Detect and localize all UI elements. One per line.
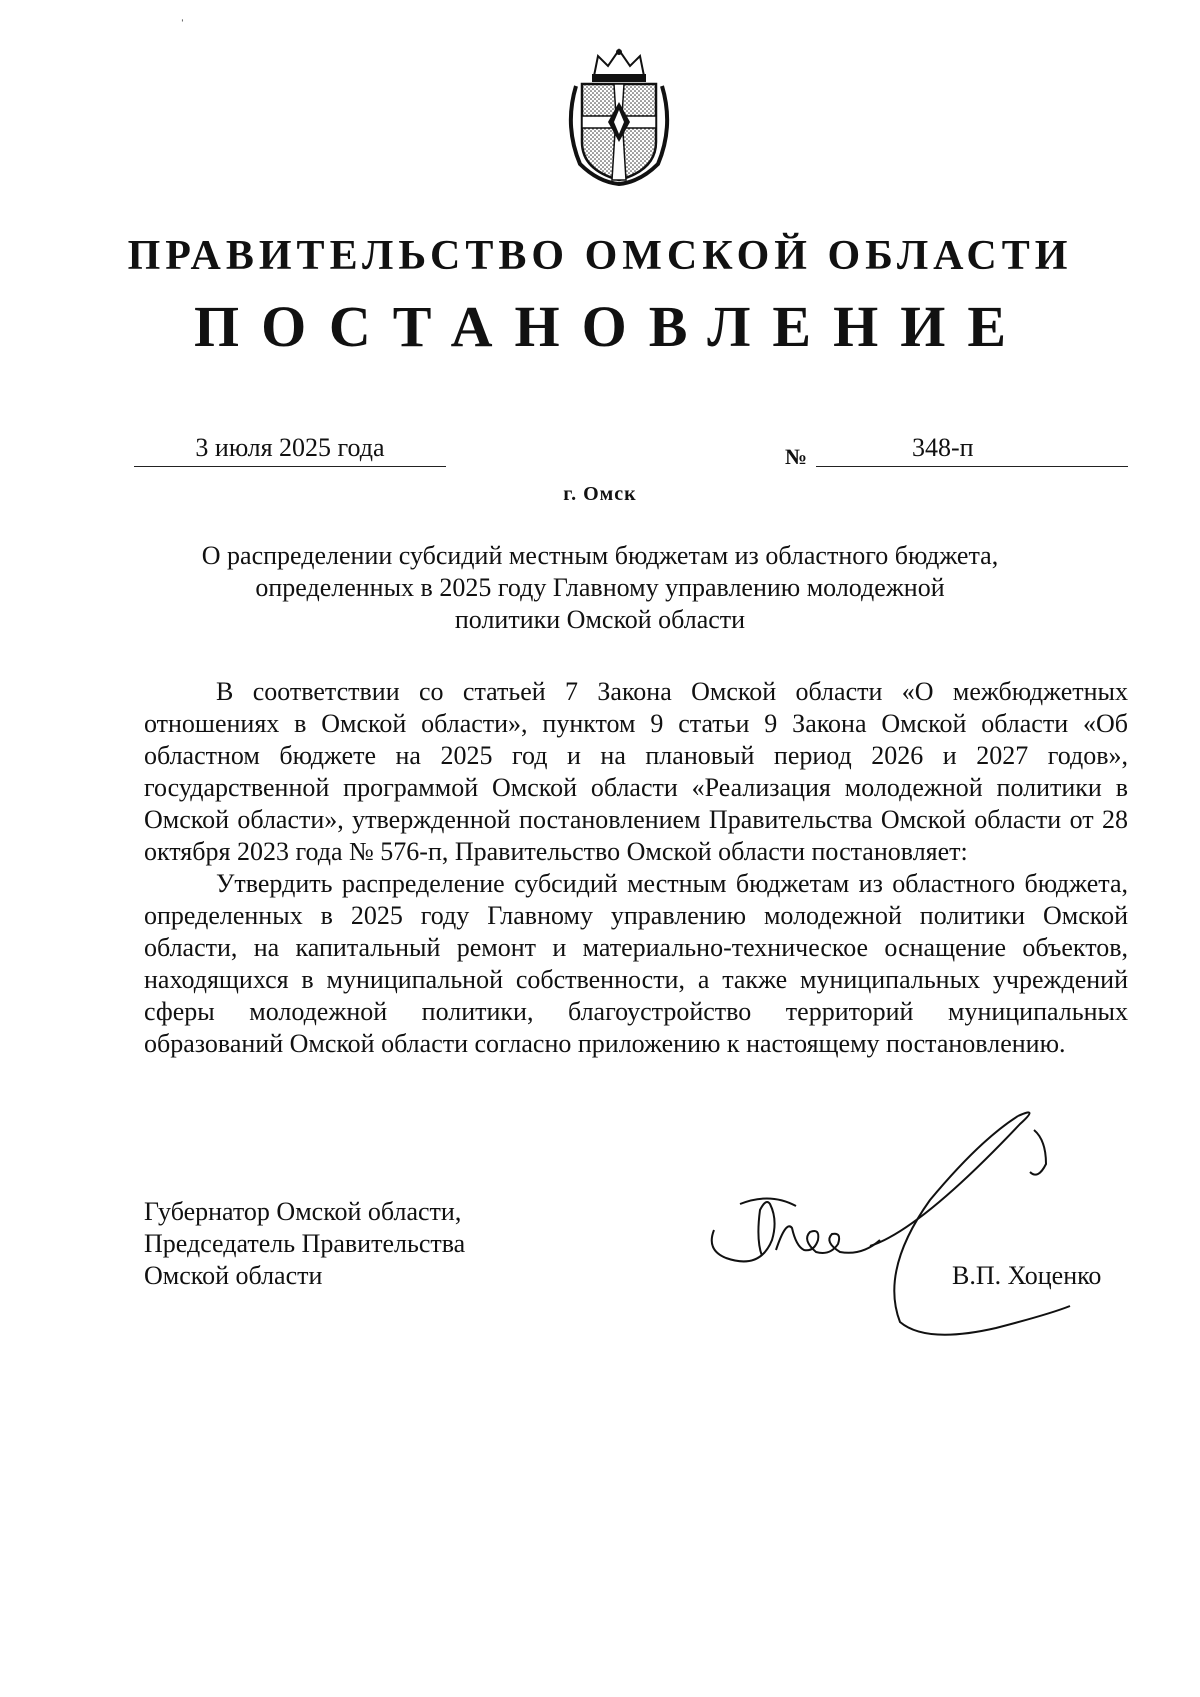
signer-title-line: Омской области — [144, 1261, 323, 1290]
number-sign: № — [785, 444, 808, 469]
subject-line: О распределении субсидий местным бюджетам из областного бюджета, — [201, 541, 999, 570]
signer-title-line: Губернатор Омской области, — [144, 1197, 462, 1226]
document-number-field — [816, 430, 1128, 467]
document-body — [144, 676, 1128, 1060]
signer-title-line: Председатель Правительства — [144, 1229, 466, 1258]
subject-line: определенных в 2025 году Главному управлению молодежной — [255, 573, 945, 602]
document-city: г. Омск — [563, 483, 637, 505]
subject-line: политики Омской области — [454, 605, 746, 634]
scan-mark: ˈ — [180, 18, 185, 33]
document-date: 3 июля 2025 года — [134, 430, 446, 467]
handwritten-signature — [700, 1100, 1120, 1350]
signer-title — [144, 1196, 465, 1292]
body-paragraph: В соответствии со статьей 7 Закона Омской области «О межбюджетных отношениях в Омской области», пунктом 9 статьи 9 Закона Омской области «Об областном бюджете на 2025 год и на плановый период 2026 и 2027 годов», государственной программой Омской области «Реализация молодежной политики в Омской области», утвержденной постановлением Правительства Омской области от 28 октября 2023 года № 576-п, Правительство Омской области постановляет: — [144, 677, 1128, 866]
government-name: ПРАВИТЕЛЬСТВО ОМСКОЙ ОБЛАСТИ — [127, 233, 1073, 279]
document-type: ПОСТАНОВЛЕНИЕ — [193, 294, 1029, 359]
document-number: 348-п — [912, 433, 974, 462]
document-subject — [150, 540, 1050, 636]
body-paragraph: Утвердить распределение субсидий местным бюджетам из областного бюджета, определенных в 2025 году Главному управлению молодежной политики Омской области, на капитальный ремонт и материально-техническое оснащение объектов, находящихся в муниципальной собственности, а также муниципальных учреждений сферы молодежной политики, благоустройство территорий муниципальных образований Омской области согласно приложению к настоящему постановлению. — [144, 869, 1128, 1058]
signer-name: В.П. Хоценко — [952, 1261, 1102, 1290]
coat-of-arms-emblem — [558, 46, 680, 186]
